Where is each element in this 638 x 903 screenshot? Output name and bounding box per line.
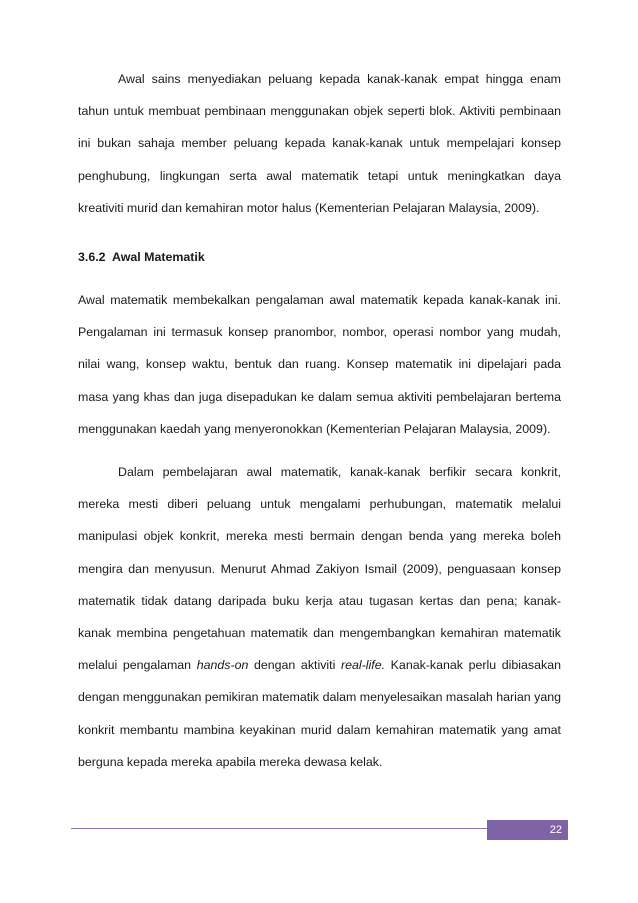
page-number: 22: [487, 820, 568, 840]
paragraph-text: Dalam pembelajaran awal matematik, kanak-kanak berfikir secara konkrit, mereka mesti diberi peluang untuk mengalami perhubungan, matematik melalui manipulasi objek konkrit, mereka mesti bermain dengan benda yang mereka boleh mengira dan menyusun. Menurut Ahmad Zakiyon Ismail (2009), penguasaan konsep matematik tidak datang daripada buku kerja atau tugasan kertas dan pena; kanak-kanak membina pengetahuan matematik dan mengembangkan kemahiran matematik melalui pengalaman: [78, 465, 561, 673]
section-heading: 3.6.2 Awal Matematik: [78, 250, 205, 265]
emphasis-real-life: real-life.: [340, 658, 386, 673]
paragraph-awal-matematik: Awal matematik membekalkan pengalaman awal matematik kepada kanak-kanak ini. Pengalaman ini termasuk konsep pranombor, nombor, operasi nombor yang mudah, nilai wang, konsep waktu, bentuk dan ruang. Konsep matematik ini dipelajari pada masa yang khas dan juga disepadukan ke dalam semua aktiviti pembelajaran bertema menggunakan kaedah yang menyeronokkan (Kementerian Pelajaran Malaysia, 2009).: [78, 293, 561, 436]
paragraph-text: dengan aktiviti: [248, 658, 341, 673]
paragraph-awal-sains: Awal sains menyediakan peluang kepada kanak-kanak empat hingga enam tahun untuk membuat pembinaan menggunakan objek seperti blok. Aktiviti pembinaan ini bukan sahaja member peluang kepada kanak-kanak untuk mempelajari konsep penghubung, lingkungan serta awal matematik tetapi untuk meningkatkan daya kreativiti murid dan kemahiran motor halus (Kementerian Pelajaran Malaysia, 2009).: [78, 72, 561, 215]
paragraph-text: Kanak-kanak perlu dibiasakan dengan menggunakan pemikiran matematik dalam menyelesaikan masalah harian yang konkrit membantu mambina keyakinan murid dalam kemahiran matematik yang amat berguna kepada mereka apabila mereka dewasa kelak.: [78, 658, 561, 769]
page-content: [78, 63, 561, 778]
emphasis-hands-on: hands-on: [196, 658, 249, 673]
page-footer: [71, 820, 568, 850]
paragraph-pembelajaran-awal-matematik: [78, 456, 561, 778]
